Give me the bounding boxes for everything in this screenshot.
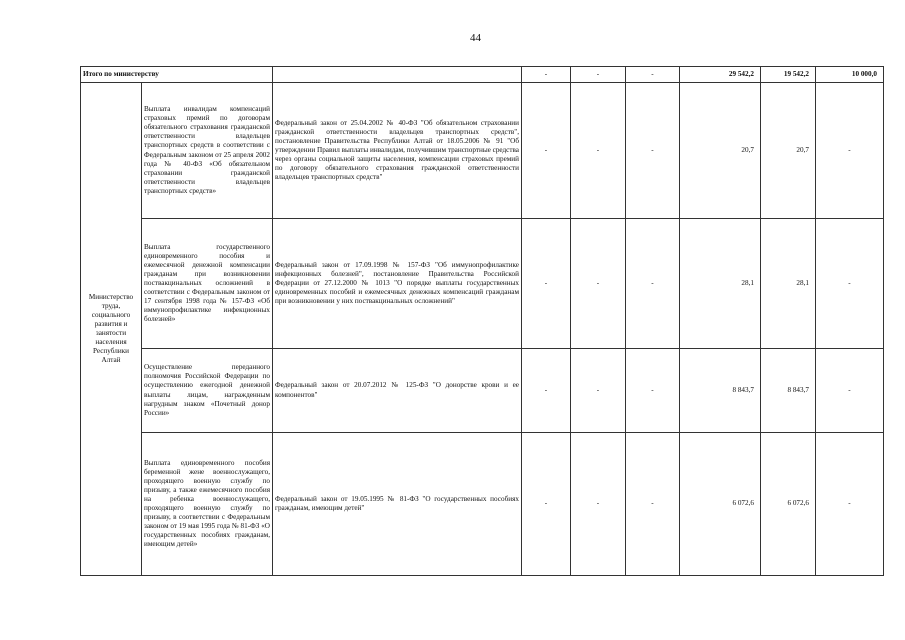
value-cell: - xyxy=(571,67,626,83)
basis-cell: Федеральный закон от 19.05.1995 № 81-ФЗ "О государственных пособиях гражданам, имеющим детей" xyxy=(273,433,522,576)
purpose-cell: Выплата инвалидам компенсаций страховых премий по договорам обязательного страхования гражданской ответственности владельцев транспортных средств в соответствии с Федеральным законом от 25 апреля 2002 года № 40-ФЗ «Об обязательном страховании гражданской ответственности владельцев транспортных средств» xyxy=(142,83,273,219)
value-cell: - xyxy=(522,433,571,576)
table-row xyxy=(81,219,884,349)
purpose-cell: Выплата единовременного пособия беременной жене военнослужащего, проходящего военную службу по призыву, а также ежемесячного пособия на ребенка военнослужащего, проходящего военную службу по призыву, в соответствии с Федеральным законом от 19 мая 1995 года № 81-ФЗ «О государственных пособиях гражданам, имеющим детей» xyxy=(142,433,273,576)
value-cell: 10 000,0 xyxy=(816,67,884,83)
table-row xyxy=(81,83,884,219)
value-cell: - xyxy=(571,433,626,576)
table-row xyxy=(81,433,884,576)
basis-cell: Федеральный закон от 20.07.2012 № 125-ФЗ "О донорстве крови и ее компонентов" xyxy=(273,349,522,433)
purpose-cell: Выплата государственного единовременного пособия и ежемесячной денежной компенсации гражданам при возникновении поствакцинальных осложнений в соответствии с Федеральным законом от 17 сентября 1998 года № 157-ФЗ «Об иммунопрофилактике инфекционных болезней» xyxy=(142,219,273,349)
empty-cell xyxy=(273,67,522,83)
value-cell: - xyxy=(522,83,571,219)
value-cell: - xyxy=(626,433,680,576)
value-cell: - xyxy=(816,219,884,349)
table-row xyxy=(81,349,884,433)
value-cell: - xyxy=(626,67,680,83)
value-cell: 20,7 xyxy=(761,83,816,219)
value-cell: - xyxy=(626,349,680,433)
value-cell: - xyxy=(816,349,884,433)
value-cell: - xyxy=(522,349,571,433)
value-cell: 8 843,7 xyxy=(761,349,816,433)
value-cell: - xyxy=(571,83,626,219)
value-cell: - xyxy=(626,83,680,219)
value-cell: 6 072,6 xyxy=(680,433,761,576)
value-cell: - xyxy=(816,433,884,576)
value-cell: - xyxy=(626,219,680,349)
value-cell: - xyxy=(522,67,571,83)
value-cell: 28,1 xyxy=(680,219,761,349)
total-row xyxy=(81,67,884,83)
value-cell: 19 542,2 xyxy=(761,67,816,83)
value-cell: 6 072,6 xyxy=(761,433,816,576)
value-cell: 20,7 xyxy=(680,83,761,219)
value-cell: 8 843,7 xyxy=(680,349,761,433)
basis-cell: Федеральный закон от 25.04.2002 № 40-ФЗ "Об обязательном страховании гражданской ответственности владельцев транспортных средств", постановление Правительства Республики Алтай от 18.05.2006 № 91 "Об утверждении Правил выплаты инвалидам, получившим транспортные средства через органы социальной защиты населения, компенсации страховых премий по договору обязательного страхования гражданской ответственности владельцев транспортных средств" xyxy=(273,83,522,219)
value-cell: 28,1 xyxy=(761,219,816,349)
page-number: 44 xyxy=(470,32,481,44)
purpose-cell: Осуществление переданного полномочия Российской Федерации по осуществлению ежегодной денежной выплаты лицам, награжденным нагрудным знаком «Почетный донор России» xyxy=(142,349,273,433)
value-cell: 29 542,2 xyxy=(680,67,761,83)
budget-table xyxy=(80,66,884,576)
total-label: Итого по министерству xyxy=(81,67,273,83)
value-cell: - xyxy=(571,349,626,433)
value-cell: - xyxy=(816,83,884,219)
basis-cell: Федеральный закон от 17.09.1998 № 157-ФЗ "Об иммунопрофилактике инфекционных болезней", постановление Правительства Российской Федерации от 27.12.2000 № 1013 "О порядке выплаты государственных единовременных пособий и ежемесячных денежных компенсаций гражданам при возникновении у них поствакцинальных осложнений" xyxy=(273,219,522,349)
value-cell: - xyxy=(571,219,626,349)
value-cell: - xyxy=(522,219,571,349)
ministry-cell: Министерство труда, социального развития и занятости населения Республики Алтай xyxy=(81,83,142,576)
